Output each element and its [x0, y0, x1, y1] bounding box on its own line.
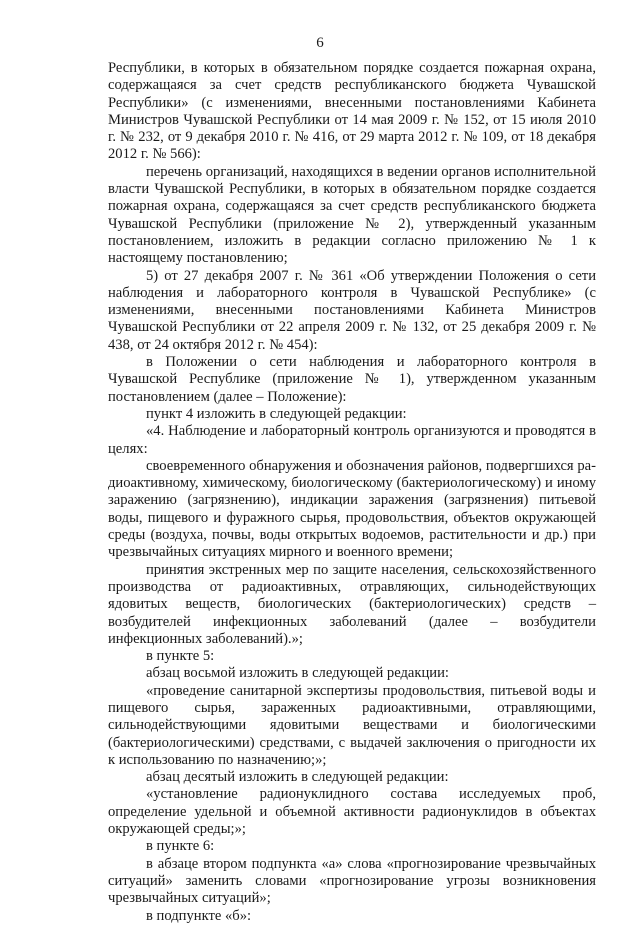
- paragraph: пункт 4 изложить в следующей редакции:: [146, 405, 407, 422]
- paragraph: 5) от 27 декабря 2007 г. № 361 «Об утверждении Положения о сети наблюдения и лабораторного контроля в Чувашской Республике» (с изменениями, внесенными постановлениями Кабинета Министров Чувашской Республики от 22 апреля 2009 г. № 132, от 25 декабря 2009 г. № 438, от 24 октября 2012 г. № 454):: [108, 267, 596, 353]
- paragraph: в пункте 5:: [146, 648, 215, 665]
- page-number: 6: [316, 35, 324, 51]
- paragraph: своевременного обнаружения и обозначения районов, подвергшихся радиоактивному, химическому, биологическому (бактериологическому) и иному заражению (загрязнению), индикации заражения (загрязнения) питьевой воды, пищевого и фуражного сырья, продовольствия, объектов окружающей среды (воздуха, почвы, воды открытых водоемов, растительности и др.) при чрезвычайных ситуациях мирного и военного времени;: [108, 457, 596, 561]
- paragraph: принятия экстренных мер по защите населения, сельскохозяйственного производства от радиоактивных, отравляющих, сильнодействующих ядовитых веществ, биологических (бактериологических) средств – возбудителей инфекционных заболеваний (далее – возбудители инфекционных заболеваний).»;: [108, 561, 596, 647]
- paragraph: в Положении о сети наблюдения и лабораторного контроля в Чувашской Республике (приложение № 1), утвержденном указанным постановлением (далее – Положение):: [108, 354, 596, 405]
- paragraph: в подпункте «б»:: [146, 907, 252, 924]
- paragraph: «проведение санитарной экспертизы продовольствия, питьевой воды и пищевого сырья, зараженных радиоактивными, отравляющими, сильнодействующими ядовитыми веществами и биологическими (бактериологическими) средствами, с выдачей заключения о пригодности их к использованию по назначению;»;: [108, 682, 596, 768]
- paragraph: в пункте 6:: [146, 838, 215, 855]
- paragraph: перечень организаций, находящихся в ведении органов исполнительной власти Чувашской Республики, в которых в обязательном порядке создается пожарная охрана, содержащаяся за счет средств республиканского бюджета Чувашской Республики (приложение № 2), утвержденный указанным постановлением, изложить в редакции согласно приложению № 1 к настоящему постановлению;: [108, 163, 596, 267]
- paragraph: абзац восьмой изложить в следующей редакции:: [146, 665, 449, 682]
- paragraph: в абзаце втором подпункта «а» слова «прогнозирование чрезвычайных ситуаций» заменить словами «прогнозирование угрозы возникновения чрезвычайных ситуаций»;: [108, 855, 596, 907]
- document-body: [108, 60, 596, 925]
- paragraph: Республики, в которых в обязательном порядке создается пожарная охрана, содержащаяся за счет средств республиканского бюджета Чувашской Республики» (с изменениями, внесенными постановлениями Кабинета Министров Чувашской Республики от 14 мая 2009 г. № 152, от 15 июля 2010 г. № 232, от 9 декабря 2010 г. № 416, от 29 марта 2012 г. № 109, от 18 декабря 2012 г. № 566):: [108, 60, 596, 163]
- paragraph: абзац десятый изложить в следующей редакции:: [146, 769, 449, 786]
- paragraph: «установление радионуклидного состава исследуемых проб, определение удельной и объемной активности радионуклидов в объектах окружающей среды;»;: [108, 786, 596, 838]
- paragraph: «4. Наблюдение и лабораторный контроль организуются и проводятся в целях:: [108, 423, 596, 457]
